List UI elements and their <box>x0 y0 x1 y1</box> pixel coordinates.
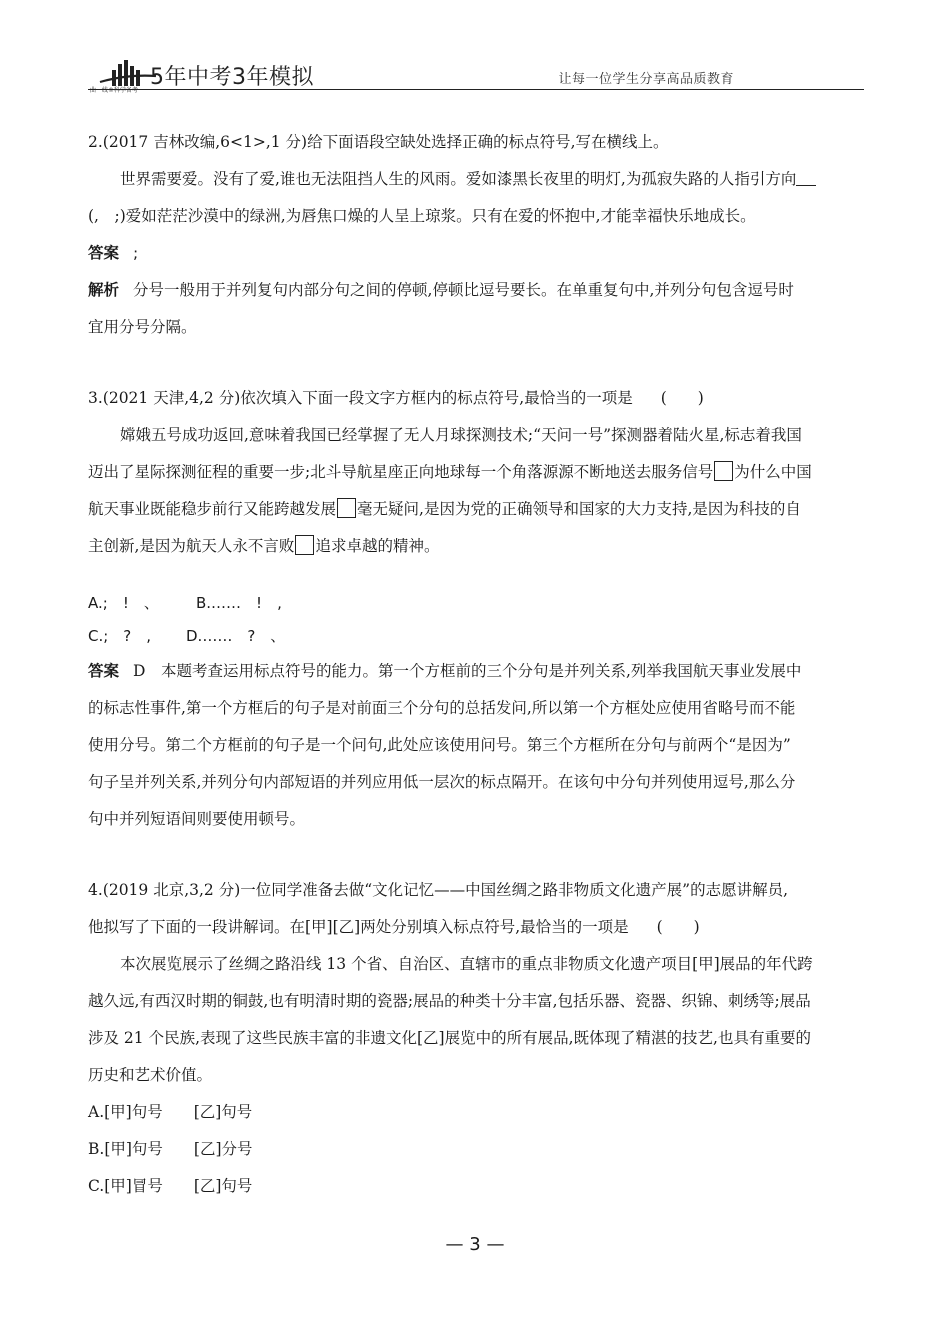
q4-passage-line-4: 历史和艺术价值。 <box>88 1066 213 1084</box>
q2-options-hint: (, ;) <box>88 207 126 225</box>
q3-answer-text: D 本题考查运用标点符号的能力。第一个方框前的三个分句是并列关系,列举我国航天事业发展中 <box>133 662 802 680</box>
q3-answer-line-2: 的标志性事件,第一个方框后的句子是对前面三个分句的总括发问,所以第一个方框处应使用省略号而不能 <box>88 699 796 717</box>
punctuation-box-3 <box>295 535 314 555</box>
q3-answer-line-4: 句子呈并列关系,并列分句内部短语的并列应用低一层次的标点隔开。在该句中分句并列使用逗号,那么分 <box>88 773 796 791</box>
q2-blank <box>796 169 816 186</box>
q3-passage-line-3 <box>88 491 864 528</box>
option-a[interactable]: A.[甲]句号 [乙]句号 <box>88 1103 253 1121</box>
q3-passage-text: 为什么中国 <box>734 463 812 481</box>
q3-options-row-1 <box>88 587 864 620</box>
q3-passage-text: 迈出了星际探测征程的重要一步;北斗导航星座正向地球每一个角落源源不断地送去服务信号 <box>88 463 714 481</box>
brand-title: 5年中考3年模拟 <box>150 65 314 90</box>
option-a[interactable]: A.; ! 、 <box>88 594 159 612</box>
q3-passage-text: 航天事业既能稳步前行又能跨越发展 <box>88 500 337 518</box>
page-content <box>88 124 864 1205</box>
q3-options-row-2 <box>88 620 864 653</box>
question-4 <box>88 872 864 1205</box>
q3-passage-text: 主创新,是因为航天人永不言败 <box>88 537 295 555</box>
q4-passage-line-1: 本次展览展示了丝绸之路沿线 13 个省、自治区、直辖市的重点非物质文化遗产项目[甲]展品的年代跨 <box>120 955 813 973</box>
option-d[interactable]: D.…… ? 、 <box>186 627 286 645</box>
header-divider <box>88 89 864 90</box>
option-c[interactable]: C.; ? , <box>88 627 152 645</box>
q4-stem-line-1: 4.(2019 北京,3,2 分)一位同学准备去做“文化记忆——中国丝绸之路非物质文化遗产展”的志愿讲解员, <box>88 881 789 899</box>
q3-passage-text: 追求卓越的精神。 <box>315 537 440 555</box>
answer-label: 答案 <box>88 662 120 680</box>
q3-stem <box>88 380 864 417</box>
q3-passage-line-1: 嫦娥五号成功返回,意味着我国已经掌握了无人月球探测技术;“天问一号”探测器着陆火星,标志着我国 <box>120 426 802 444</box>
question-2 <box>88 124 864 346</box>
option-c[interactable]: C.[甲]冒号 [乙]句号 <box>88 1177 253 1195</box>
logo-caption: 曲一线®科学备考 <box>90 87 139 94</box>
q2-passage-text: 爱如茫茫沙漠中的绿洲,为唇焦口燥的人呈上琼浆。只有在爱的怀抱中,才能幸福快乐地成长。 <box>125 207 756 225</box>
q2-answer-value: ; <box>133 244 139 262</box>
q3-passage-line-2 <box>88 454 864 491</box>
punctuation-box-2 <box>337 498 356 518</box>
q2-passage-line-1 <box>88 161 864 198</box>
answer-paren: ( ) <box>660 389 704 407</box>
q4-stem-line-2 <box>88 909 864 946</box>
q3-answer-line-3: 使用分号。第二个方框前的句子是一个问句,此处应该使用问号。第三个方框所在分句与前两个“是因为” <box>88 736 791 754</box>
q2-answer <box>88 235 864 272</box>
q3-passage-line-4 <box>88 528 864 565</box>
q3-stem-text: 3.(2021 天津,4,2 分)依次填入下面一段文字方框内的标点符号,最恰当的一项是 <box>88 389 633 407</box>
q2-passage-text: 世界需要爱。没有了爱,谁也无法阻挡人生的风雨。爱如漆黑长夜里的明灯,为孤寂失路的人指引方向 <box>120 170 797 188</box>
analysis-label: 解析 <box>88 281 120 299</box>
q3-passage-text: 毫无疑问,是因为党的正确领导和国家的大力支持,是因为科技的自 <box>357 500 801 518</box>
q2-stem: 2.(2017 吉林改编,6<1>,1 分)给下面语段空缺处选择正确的标点符号,写在横线上。 <box>88 133 669 151</box>
q2-analysis-line-1 <box>88 272 864 309</box>
question-3 <box>88 380 864 838</box>
option-b[interactable]: B.[甲]句号 [乙]分号 <box>88 1140 253 1158</box>
page-number: — 3 — <box>445 1234 505 1255</box>
punctuation-box-1 <box>714 461 733 481</box>
q2-analysis-text: 分号一般用于并列复句内部分句之间的停顿,停顿比逗号要长。在单重复句中,并列分句包含逗号时 <box>133 281 794 299</box>
answer-label: 答案 <box>88 244 120 262</box>
answer-paren: ( ) <box>656 918 700 936</box>
q2-analysis-line-2: 宜用分号分隔。 <box>88 318 197 336</box>
q2-passage-line-2 <box>88 198 864 235</box>
q4-passage-line-3: 涉及 21 个民族,表现了这些民族丰富的非遗文化[乙]展览中的所有展品,既体现了精湛的技艺,也具有重要的 <box>88 1029 811 1047</box>
q4-passage-line-2: 越久远,有西汉时期的铜鼓,也有明清时期的瓷器;展品的种类十分丰富,包括乐器、瓷器、织锦、刺绣等;展品 <box>88 992 811 1010</box>
q3-answer-line-1 <box>88 653 864 690</box>
header-slogan: 让每一位学生分享高品质教育 <box>558 72 734 87</box>
q3-answer-line-5: 句中并列短语间则要使用顿号。 <box>88 810 306 828</box>
option-b[interactable]: B.…… ! , <box>196 594 282 612</box>
page-header <box>88 52 864 94</box>
q4-stem-text: 他拟写了下面的一段讲解词。在[甲][乙]两处分别填入标点符号,最恰当的一项是 <box>88 918 629 936</box>
